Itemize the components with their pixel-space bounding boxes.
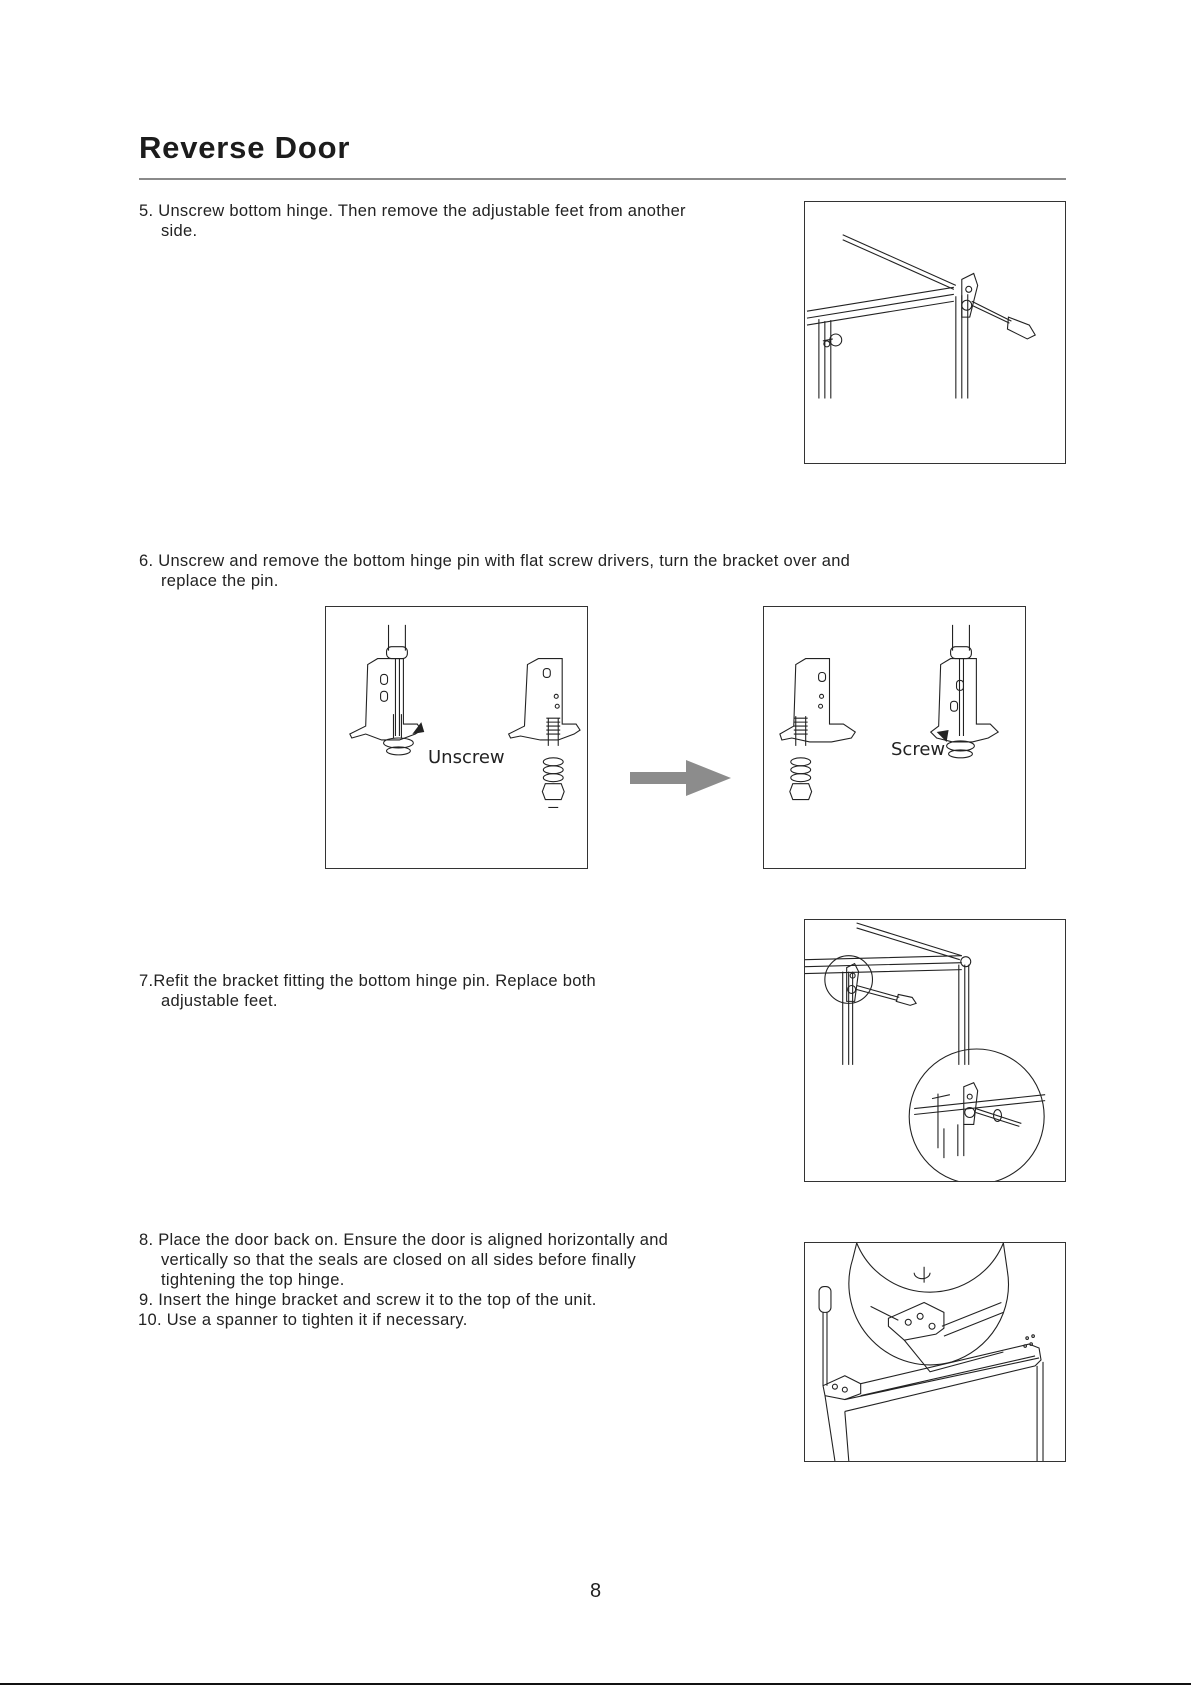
screw-label: Screw (891, 739, 946, 760)
refit-bracket-illustration (805, 920, 1065, 1181)
hinge-pin-unscrew-illustration (326, 607, 587, 868)
unscrew-label: Unscrew (428, 747, 505, 768)
bottom-hinge-unscrew-illustration (805, 202, 1065, 463)
title-divider (139, 178, 1066, 180)
step-10-line-1: 10. Use a spanner to tighten it if necessary. (138, 1311, 468, 1329)
steps-8-10-text (139, 1230, 668, 1330)
figure-step-6-screw (763, 606, 1026, 869)
step-7-line-1: 7.Refit the bracket fitting the bottom hinge pin. Replace both (139, 972, 597, 990)
figure-step-8 (804, 1242, 1066, 1462)
page-number: 8 (589, 1580, 602, 1602)
step-7-text (139, 971, 596, 1011)
step-9-line-1: 9. Insert the hinge bracket and screw it to the top of the unit. (139, 1291, 597, 1309)
step-6-line-1: 6. Unscrew and remove the bottom hinge pin with flat screw drivers, turn the bracket over and (139, 552, 851, 570)
step-5-text (139, 201, 686, 241)
step-6-text (139, 551, 850, 591)
step-5-line-2: side. (161, 222, 198, 240)
step-8-line-1: 8. Place the door back on. Ensure the door is aligned horizontally and (139, 1231, 669, 1249)
step-6-line-2: replace the pin. (161, 572, 279, 590)
figure-step-7 (804, 919, 1066, 1182)
door-top-hinge-illustration (805, 1243, 1065, 1461)
page-title: Reverse Door (139, 130, 351, 165)
step-5-line-1: 5. Unscrew bottom hinge. Then remove the adjustable feet from another (139, 202, 686, 220)
arrow-right-icon (628, 756, 734, 800)
figure-step-5 (804, 201, 1066, 464)
step-7-line-2: adjustable feet. (161, 992, 278, 1010)
hinge-pin-screw-illustration (764, 607, 1025, 868)
step-8-line-2: vertically so that the seals are closed on all sides before finally (161, 1251, 637, 1269)
figure-step-6-unscrew (325, 606, 588, 869)
step-8-line-3: tightening the top hinge. (161, 1271, 345, 1289)
